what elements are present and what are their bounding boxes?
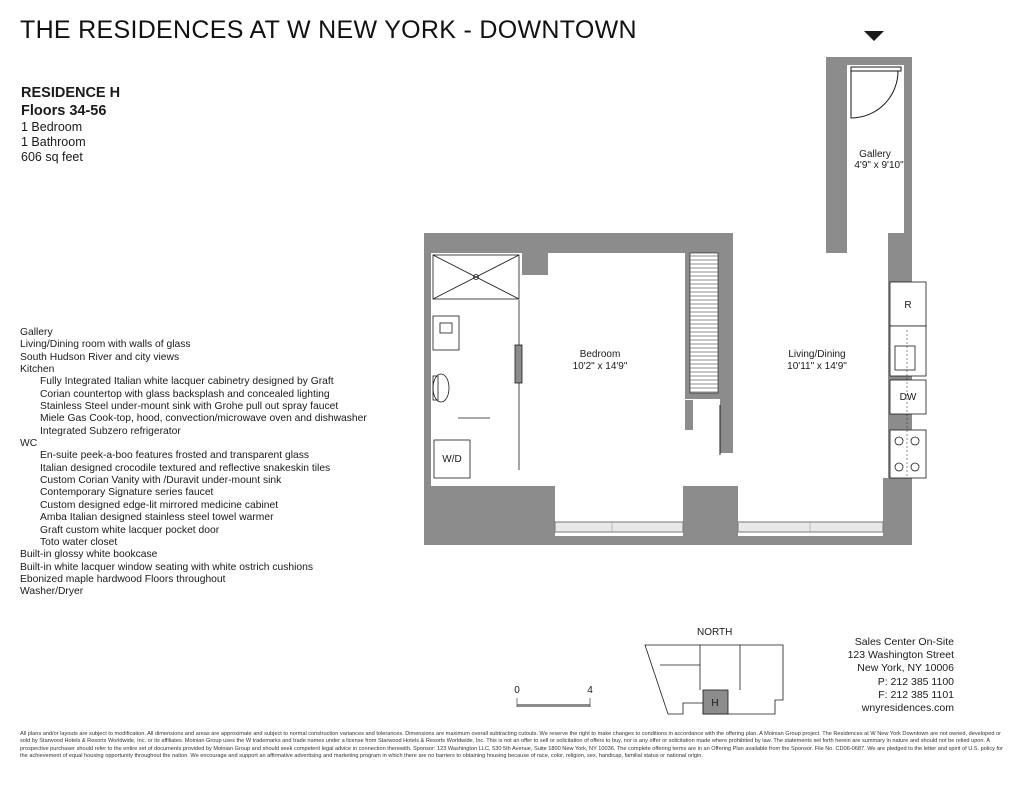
- feature-item: Kitchen: [20, 364, 55, 376]
- toilet-icon: [433, 374, 449, 402]
- scale-end: 4: [587, 685, 593, 696]
- gallery-label: Gallery: [859, 149, 891, 160]
- living-dining-dims: 10'11" x 14'9": [787, 361, 847, 372]
- north-label: NORTH: [697, 627, 733, 638]
- sales-fax: F: 212 385 1101: [878, 688, 954, 701]
- feature-item: Ebonized maple hardwood Floors throughout: [20, 573, 226, 585]
- feature-item: Italian designed crocodile textured and reflective snakeskin tiles: [40, 462, 331, 474]
- scale-bar: [517, 698, 590, 707]
- feature-item: Fully Integrated Italian white lacquer cabinetry designed by Graft: [40, 376, 334, 388]
- feature-item: Built-in glossy white bookcase: [20, 549, 158, 561]
- bathroom: [433, 255, 522, 478]
- feature-item: Custom designed edge-lit mirrored medicine cabinet: [40, 499, 279, 511]
- scale-start: 0: [514, 685, 520, 696]
- feature-item: Corian countertop with glass backsplash and concealed lighting: [40, 388, 330, 400]
- sales-web[interactable]: wnyresidences.com: [861, 702, 954, 715]
- closet-shelving: [690, 253, 720, 455]
- kitchen: [890, 282, 926, 478]
- sales-city: New York, NY 10006: [857, 662, 954, 675]
- gallery-dims: 4'9" x 9'10": [854, 160, 904, 171]
- feature-item: Stainless Steel under-mount sink with Grohe pull out spray faucet: [40, 401, 339, 413]
- residence-bathrooms: 1 Bathroom: [21, 135, 86, 149]
- feature-item: Gallery: [20, 327, 53, 338]
- page-title: THE RESIDENCES AT W NEW YORK - DOWNTOWN: [20, 16, 637, 44]
- residence-floors: Floors 34-56: [21, 103, 107, 119]
- living-dining-label: Living/Dining: [788, 349, 846, 360]
- feature-item: Amba Italian designed stainless steel towel warmer: [40, 512, 274, 524]
- cooktop: [890, 430, 926, 478]
- feature-item: Living/Dining room with walls of glass: [20, 339, 191, 351]
- bedroom-label: Bedroom: [579, 349, 621, 360]
- feature-item: Graft custom white lacquer pocket door: [40, 524, 220, 536]
- residence-name: RESIDENCE H: [21, 85, 121, 101]
- sales-phone: P: 212 385 1100: [877, 675, 954, 688]
- feature-item: WC: [20, 438, 38, 450]
- dishwasher-label: DW: [899, 392, 917, 403]
- sales-street: 123 Washington Street: [847, 649, 954, 662]
- feature-item: Custom Corian Vanity with /Duravit under-mount sink: [40, 475, 282, 487]
- sales-center: [848, 636, 954, 715]
- feature-item: Contemporary Signature series faucet: [40, 487, 214, 499]
- feature-item: Miele Gas Cook-top, hood, convection/microwave oven and dishwasher: [40, 413, 367, 425]
- refrigerator-label: R: [904, 300, 912, 311]
- sales-title: Sales Center On-Site: [854, 636, 954, 648]
- entry-arrow-icon: [864, 31, 884, 41]
- key-plan-unit: H: [711, 698, 719, 709]
- feature-item: En-suite peek-a-boo features frosted and transparent glass: [40, 450, 310, 462]
- exterior-walls: [424, 57, 912, 545]
- feature-item: South Hudson River and city views: [20, 351, 180, 363]
- feature-item: Built-in white lacquer window seating with white ostrich cushions: [20, 561, 314, 573]
- feature-item: Integrated Subzero refrigerator: [40, 425, 181, 437]
- feature-item: Washer/Dryer: [20, 586, 84, 598]
- legal-disclaimer: All plans and/or layouts are subject to modification. All dimensions and areas are approximate and subject to normal construction variances and tolerances. Dimensions are maximum overall subtracting cutouts. We reserve the right to make changes to conditions in accordance with the offering plan. A Moinian Group project. The Residences at W New York Downtown are not owned, developed or sold by Starwood Hotels & Resorts Worldwide, Inc. or its affiliates. Moinian Group uses the W trademarks and trade names under a license from Starwood Hotels & Resorts Worldwide, Inc. This is not an offer to sell or solicitation of offers to buy, nor is any offer or solicitation made where prohibited by law. The statements set forth herein are summary in nature and should not be relied upon. A prospective purchaser should refer to the entire set of documents provided by Moinian Group and should seek competent legal advice in connection therewith. Sponsor: 123 Washington LLC, 530 5th Avenue, Suite 1800 New York, NY 10036. The complete offering terms are in an Offering Plan available from the Sponsor. File No. CD06-0687. We are pledged to the letter and spirit of U.S. policy for the achievement of equal housing opportunity throughout the nation. We encourage and support an affirmative advertising and marketing program in which there are no barriers to obtaining housing because of race, color, religion, sex, handicap, familial status or national origin.: [20, 731, 1004, 759]
- residence-bedrooms: 1 Bedroom: [21, 120, 83, 134]
- feature-item: Toto water closet: [40, 536, 118, 548]
- bedroom-dims: 10'2" x 14'9": [572, 361, 628, 372]
- residence-area: 606 sq feet: [21, 150, 83, 164]
- entry-door: [851, 67, 901, 118]
- washer-dryer-label: W/D: [442, 454, 462, 465]
